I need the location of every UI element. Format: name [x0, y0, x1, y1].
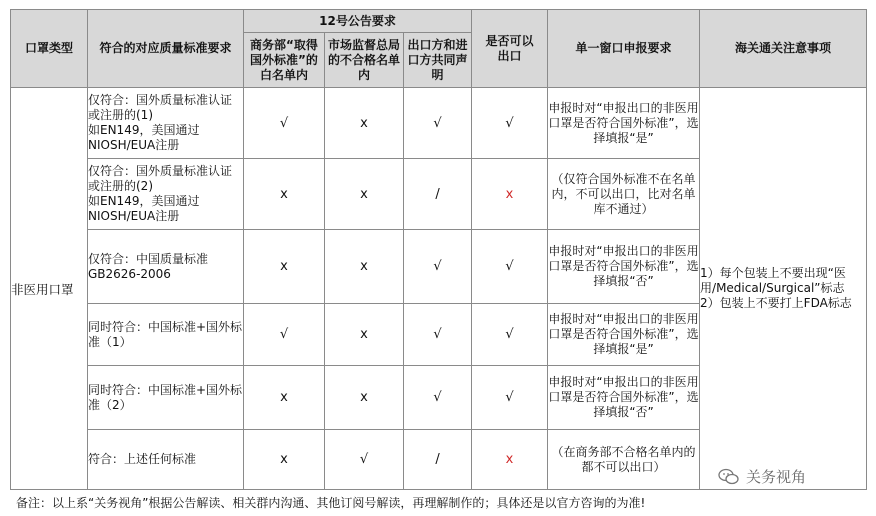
header-mofcom-whitelist: 商务部“取得国外标准”的白名单内 [244, 33, 325, 88]
standard-cell: 同时符合：中国标准+国外标准（2） [88, 366, 244, 430]
export-mark: x [472, 430, 548, 490]
requirement-cell: 申报时对“申报出口的非医用口罩是否符合国外标准”，选择填报“是” [548, 88, 700, 159]
header-samr-list: 市场监督总局的不合格名单内 [325, 33, 404, 88]
requirement-cell: 申报时对“申报出口的非医用口罩是否符合国外标准”，选择填报“否” [548, 230, 700, 304]
samr-mark: x [325, 366, 404, 430]
joint-mark: / [404, 430, 472, 490]
samr-mark: x [325, 88, 404, 159]
header-can-export: 是否可以出口 [472, 10, 548, 88]
export-mark: √ [472, 366, 548, 430]
joint-mark: √ [404, 304, 472, 366]
header-single-window: 单一窗口申报要求 [548, 10, 700, 88]
header-mask-type: 口罩类型 [11, 10, 88, 88]
standard-cell: 仅符合：中国质量标准GB2626-2006 [88, 230, 244, 304]
whitelist-mark: √ [244, 304, 325, 366]
export-mark: x [472, 159, 548, 230]
joint-mark: √ [404, 230, 472, 304]
requirement-cell: （在商务部不合格名单内的都不可以出口） [548, 430, 700, 490]
footer-note: 备注：以上系“关务视角”根据公告解读、相关群内沟通、其他订阅号解读，再理解制作的；具体还是以官方咨询的为准! [16, 496, 646, 510]
standard-cell: 符合：上述任何标准 [88, 430, 244, 490]
brand-name: 关务视角 [746, 468, 807, 486]
whitelist-mark: √ [244, 88, 325, 159]
requirement-cell: 申报时对“申报出口的非医用口罩是否符合国外标准”，选择填报“否” [548, 366, 700, 430]
export-mark: √ [472, 88, 548, 159]
samr-mark: √ [325, 430, 404, 490]
samr-mark: x [325, 159, 404, 230]
requirement-cell: 申报时对“申报出口的非医用口罩是否符合国外标准”，选择填报“是” [548, 304, 700, 366]
whitelist-mark: x [244, 430, 325, 490]
standard-cell: 仅符合：国外质量标准认证或注册的(2) 如EN149，美国通过NIOSH/EUA注册 [88, 159, 244, 230]
brand-watermark [718, 466, 806, 487]
whitelist-mark: x [244, 159, 325, 230]
whitelist-mark: x [244, 366, 325, 430]
customs-note-1: 1）每个包装上不要出现“医用/Medical/Surgical”标志 [700, 266, 846, 295]
standard-cell: 同时符合：中国标准+国外标准（1） [88, 304, 244, 366]
joint-mark: √ [404, 88, 472, 159]
samr-mark: x [325, 304, 404, 366]
mask-type-cell: 非医用口罩 [11, 88, 88, 490]
wechat-logo-icon [718, 468, 740, 486]
export-mark: √ [472, 304, 548, 366]
header-joint-statement: 出口方和进口方共同声明 [404, 33, 472, 88]
whitelist-mark: x [244, 230, 325, 304]
header-customs-notes: 海关通关注意事项 [700, 10, 867, 88]
customs-notes-cell [700, 88, 867, 490]
joint-mark: √ [404, 366, 472, 430]
joint-mark: / [404, 159, 472, 230]
requirement-cell: （仅符合国外标准不在名单内，不可以出口，比对名单库不通过） [548, 159, 700, 230]
table-row [11, 88, 867, 159]
standard-cell: 仅符合：国外质量标准认证或注册的(1) 如EN149，美国通过NIOSH/EUA注册 [88, 88, 244, 159]
header-notice12: 12号公告要求 [244, 10, 472, 33]
export-mark: √ [472, 230, 548, 304]
header-quality-standard: 符合的对应质量标准要求 [88, 10, 244, 88]
mask-export-table [10, 9, 867, 490]
samr-mark: x [325, 230, 404, 304]
customs-note-2: 2）包装上不要打上FDA标志 [700, 296, 852, 310]
